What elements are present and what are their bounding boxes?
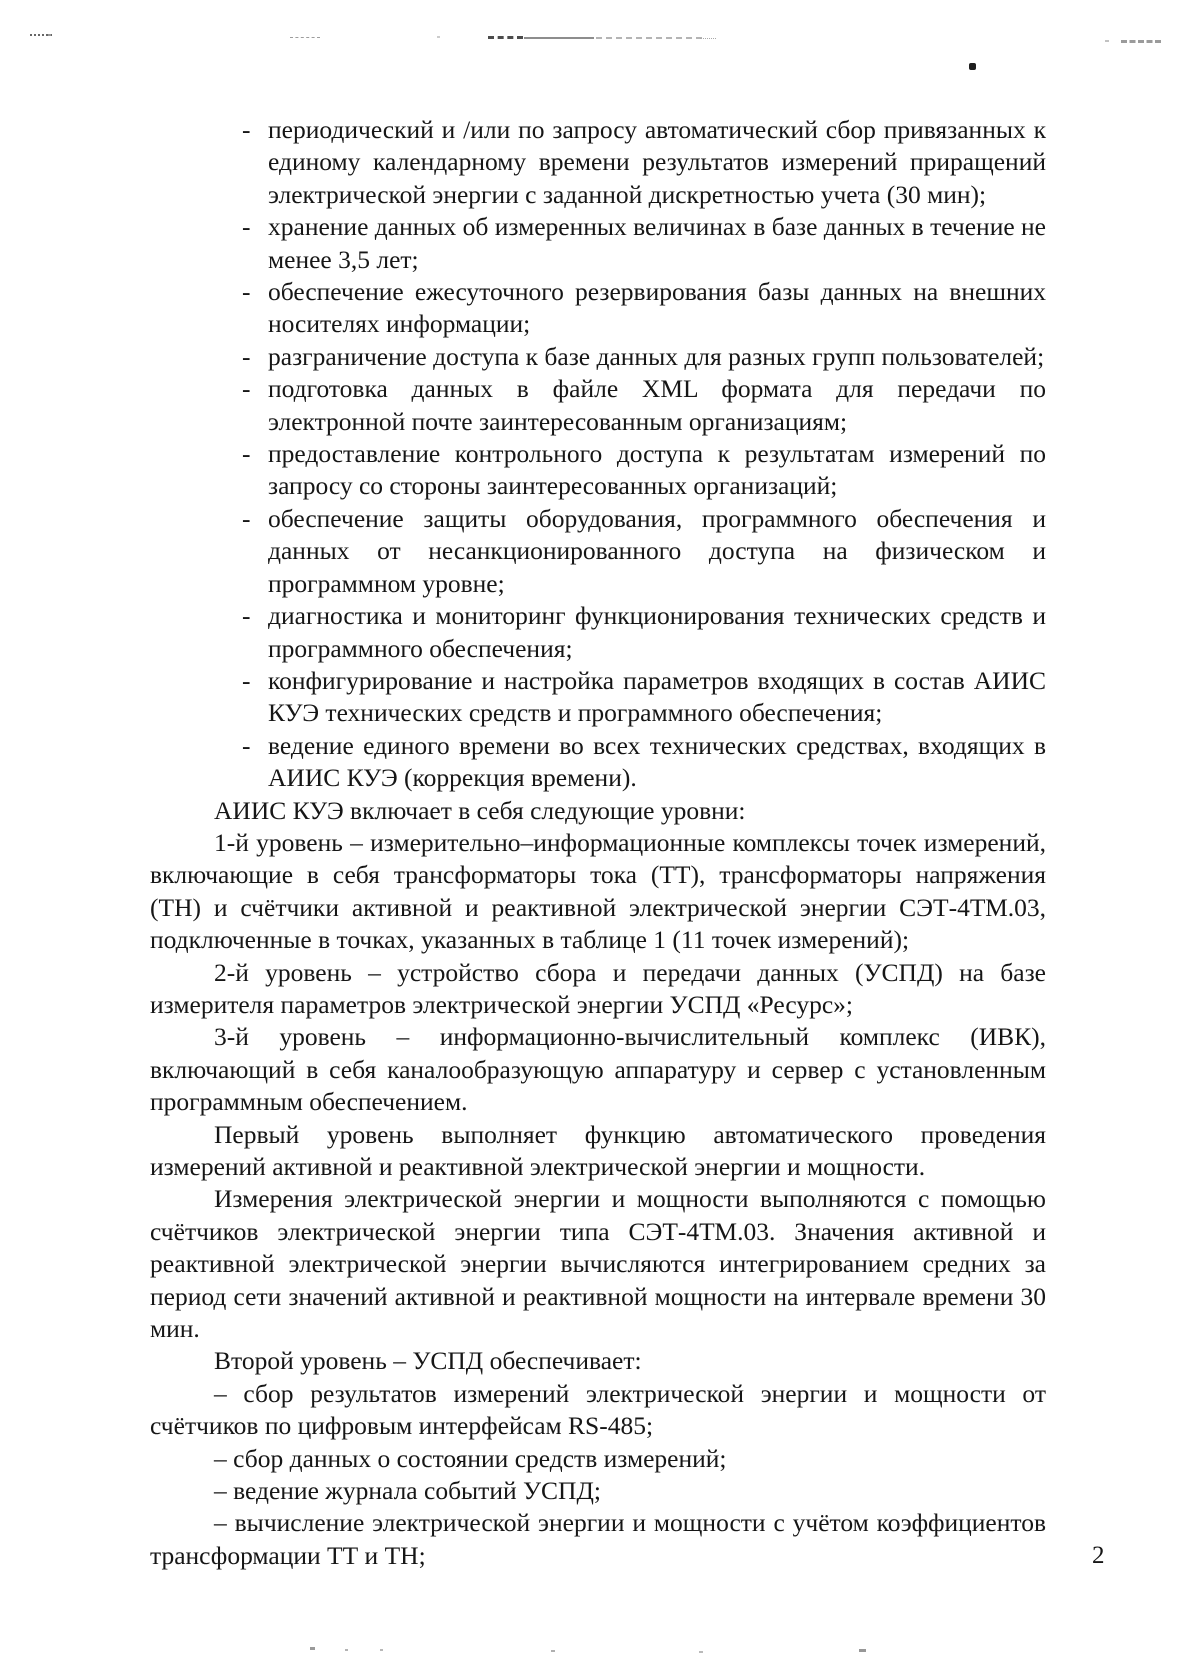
paragraph: 2-й уровень – устройство сбора и передачи данных (УСПД) на базе измерителя параметров электрической энергии УСПД «Ресурс»; <box>150 957 1046 1019</box>
list-item-text: хранение данных об измеренных величинах в базе данных в течение не менее 3,5 лет; <box>268 212 1046 274</box>
list-item-text: разграничение доступа к базе данных для разных групп пользователей; <box>268 341 1045 371</box>
scan-artifact <box>48 34 51 36</box>
list-item <box>150 730 1046 795</box>
list-item-text: подготовка данных в файле XML формата для передачи по электронной почте заинтересованным организациям; <box>268 374 1046 436</box>
scan-artifact <box>1121 40 1161 43</box>
list-item-text: ведение единого времени во всех технических средствах, входящих в АИИС КУЭ (коррекция времени). <box>268 730 1046 793</box>
list-item <box>150 341 1046 373</box>
list-item <box>150 665 1046 730</box>
dash-marker: - <box>242 341 251 371</box>
scan-artifact <box>700 38 716 39</box>
paragraph: – ведение журнала событий УСПД; <box>214 1476 601 1506</box>
paragraph: 1-й уровень – измерительно–информационные комплексы точек измерений, включающие в себя трансформаторы тока (ТТ), трансформаторы напряжения (ТН) и счётчики активной и реактивной электрической энергии СЭТ-4ТМ.03, подключенные в точках, указанных в таблице 1 (11 точек измерений); <box>150 827 1046 955</box>
paragraph: Второй уровень – УСПД обеспечивает: <box>214 1346 642 1376</box>
list-item-text: конфигурирование и настройка параметров входящих в состав АИИС КУЭ технических средств и программного обеспечения; <box>268 665 1046 728</box>
list-item-text: периодический и /или по запросу автоматический сбор привязанных к единому календарному времени результатов измерений приращений электрической энергии с заданной дискретностью учета (30 мин); <box>268 115 1046 209</box>
paragraph: – сбор данных о состоянии средств измерений; <box>214 1443 727 1473</box>
dash-marker: - <box>242 277 251 307</box>
paragraph: АИИС КУЭ включает в себя следующие уровни: <box>214 795 746 825</box>
functions-dash-list <box>150 114 1046 795</box>
dash-marker: - <box>242 115 251 144</box>
list-item <box>150 600 1046 665</box>
scan-artifact <box>488 36 523 39</box>
dash-marker: - <box>242 212 251 242</box>
dash-marker: - <box>242 374 251 404</box>
list-item <box>150 503 1046 600</box>
scan-artifact <box>310 1647 315 1650</box>
scan-artifact <box>437 36 440 38</box>
scan-artifact <box>969 63 976 70</box>
dash-marker: - <box>242 730 251 760</box>
list-item <box>150 276 1046 341</box>
paragraph: Первый уровень выполняет функцию автоматического проведения измерений активной и реактивной электрической энергии и мощности. <box>150 1119 1046 1181</box>
paragraph: – вычисление электрической энергии и мощности с учётом коэффициентов трансформации ТТ и ТН; <box>150 1508 1046 1570</box>
scan-artifact <box>1105 40 1109 42</box>
paragraph: Измерения электрической энергии и мощности выполняются с помощью счётчиков электрической энергии типа СЭТ-4ТМ.03. Значения активной и реактивной электрической энергии вычисляются интегрированием средних за период сети значений активной и реактивной мощности на интервале времени 30 мин. <box>150 1184 1046 1344</box>
dash-marker: - <box>242 601 251 631</box>
scan-artifact <box>859 1649 866 1655</box>
scan-artifact <box>596 37 702 39</box>
list-item <box>150 114 1046 211</box>
scan-artifact <box>524 37 594 39</box>
document-body <box>150 114 1046 1572</box>
list-item <box>150 438 1046 503</box>
scan-artifact <box>345 1649 348 1651</box>
page-number: 2 <box>1092 1542 1105 1569</box>
dash-marker: - <box>242 439 251 469</box>
scan-artifact <box>290 37 320 38</box>
scan-artifact <box>699 1651 703 1653</box>
list-item-text: обеспечение защиты оборудования, программного обеспечения и данных от несанкционированного доступа на физическом и программном уровне; <box>268 503 1046 598</box>
list-item <box>150 211 1046 276</box>
dash-marker: - <box>242 503 251 533</box>
list-item <box>150 373 1046 438</box>
paragraph: 3-й уровень – информационно-вычислительный комплекс (ИВК), включающий в себя каналообразующую аппаратуру и сервер с установленным программным обеспечением. <box>150 1022 1046 1117</box>
list-item-text: диагностика и мониторинг функционирования технических средств и программного обеспечения; <box>268 601 1046 663</box>
dash-marker: - <box>242 665 251 695</box>
scan-artifact <box>551 1650 555 1652</box>
paragraph: – сбор результатов измерений электрической энергии и мощности от счётчиков по цифровым интерфейсам RS-485; <box>150 1378 1046 1441</box>
list-item-text: предоставление контрольного доступа к результатам измерений по запросу со стороны заинтересованных организаций; <box>268 439 1046 501</box>
scan-artifact <box>380 1649 383 1651</box>
list-item-text: обеспечение ежесуточного резервирования базы данных на внешних носителях информации; <box>268 277 1046 339</box>
